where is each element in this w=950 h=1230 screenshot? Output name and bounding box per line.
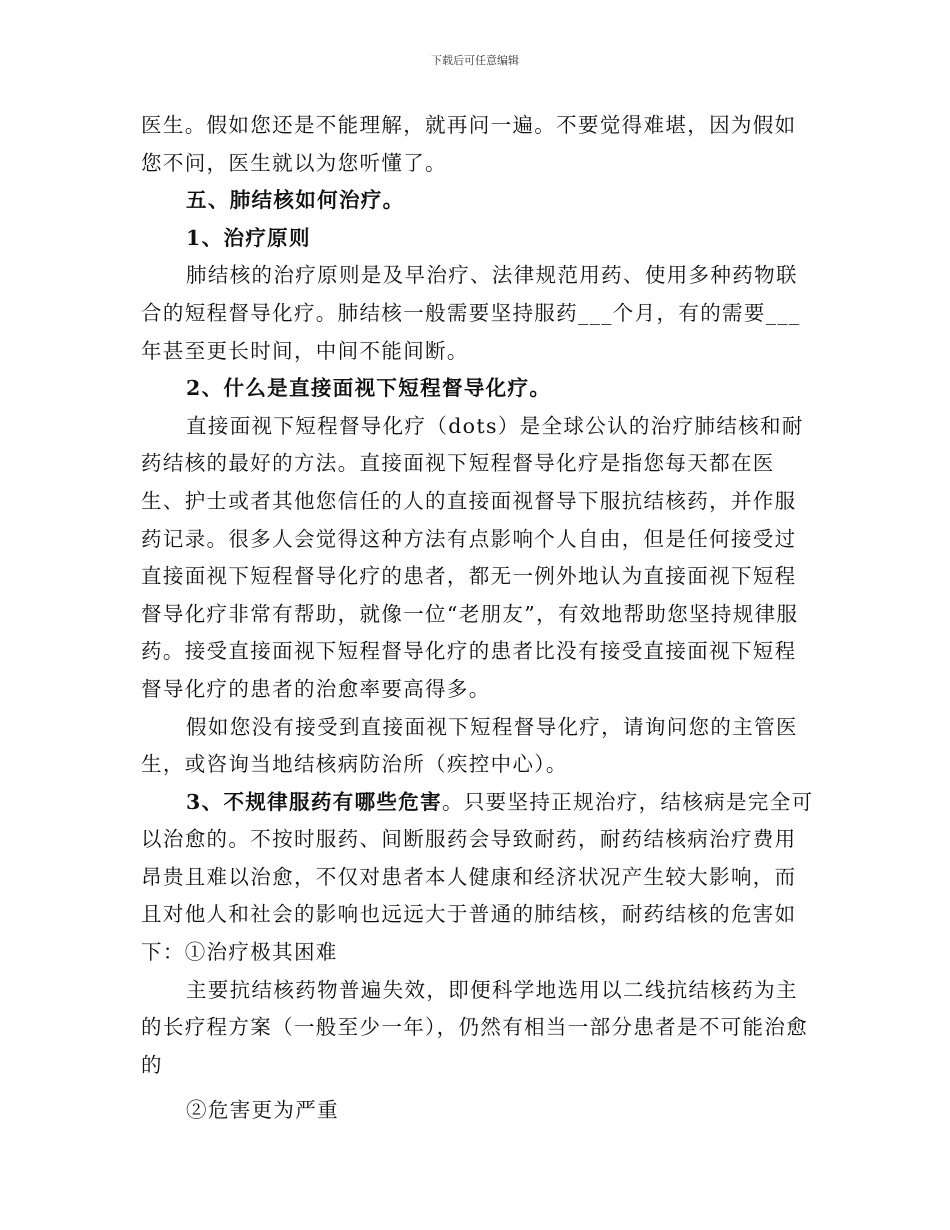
paragraph-line: 您不问，医生就以为您听懂了。 [141,150,447,175]
subheading-irregular-medication: 3、不规律服药有哪些危害 [186,789,442,814]
paragraph-dots: 直接面视下短程督导化疗（dots）是全球公认的治疗肺结核和耐药结核的最好的方法。直接面视下短程督导化疗是指您每天都在医生、护士或者其他您信任的人的直接面视督导下服抗结核药，并作服药记录。很多人会觉得这种方法有点影响个人自由，但是任何接受过直接面视下短程督导化疗的患者，都无一例外地认为直接面视下短程督导化疗非常有帮助，就像一位“老朋友”，有效地帮助您坚持规律服药。接受直接面视下短程督导化疗的患者比没有接受直接面视下短程督导化疗的患者的治愈率要高得多。 [141,413,804,701]
paragraph-irregular-medication-text: 。只要坚持正规治疗，结核病是完全可以治愈的。不按时服药、间断服药会导致耐药，耐药结核病治疗费用昂贵且难以治愈，不仅对患者本人健康和经济状况产生较大影响，而且对他人和社会的影响也远远大于普通的肺结核，耐药结核的危害如下：①治疗极其困难 [141,789,814,965]
section-heading-5: 五、肺结核如何治疗。 [186,188,405,213]
subheading-dots: 2、什么是直接面视下短程督导化疗。 [186,376,552,401]
spacer [141,1084,817,1092]
page-header: 下载后可任意编辑 [431,54,519,67]
paragraph-dots-advice: 假如您没有接受到直接面视下短程督导化疗，请询问您的主管医生，或咨询当地结核病防治所（疾控中心）。 [141,714,798,777]
paragraph-treatment-principles: 肺结核的治疗原则是及早治疗、法律规范用药、使用多种药物联合的短程督导化疗。肺结核一般需要坚持服药___个月，有的需要___年甚至更长时间，中间不能间断。 [141,263,801,363]
document-body [141,107,817,1130]
list-item-harm: ②危害更为严重 [186,1098,339,1123]
paragraph-irregular-medication [141,784,817,972]
subheading-treatment-principles: 1、治疗原则 [186,225,311,250]
paragraph-drug-failure: 主要抗结核药物普遍失效，即便科学地选用以二线抗结核药为主的长疗程方案（一般至少一年），仍然有相当一部分患者是不可能治愈的 [141,977,809,1077]
paragraph-line: 医生。假如您还是不能理解，就再问一遍。不要觉得难堪，因为假如 [141,113,797,137]
